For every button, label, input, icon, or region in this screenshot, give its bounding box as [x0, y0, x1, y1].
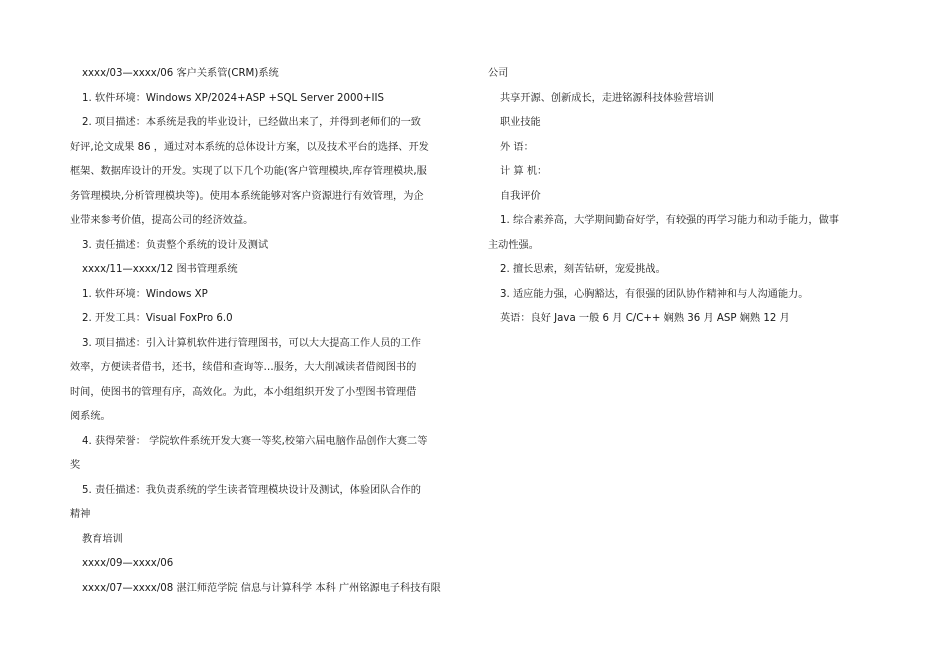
education-period-1: xxxx/09—xxxx/06 — [82, 558, 174, 569]
crm-responsibility: 3. 责任描述：负责整个系统的设计及测试 — [82, 239, 269, 251]
self-evaluation-heading: 自我评价 — [500, 190, 541, 202]
crm-description-line-3: 框架、数据库设计的开发。实现了以下几个功能(客户管理模块,库存管理模块,服 — [70, 166, 427, 177]
crm-description-line-1: 2. 项目描述：本系统是我的毕业设计，已经做出来了，并得到老师们的一致 — [82, 117, 421, 128]
computer-label: 计 算 机： — [500, 166, 548, 177]
library-description-line-2: 效率，方便读者借书，还书，续借和查询等…服务，大大削减读者借阅图书的 — [70, 362, 417, 373]
library-honors-line-1: 4. 获得荣誉： 学院软件系统开发大赛一等奖,校第六届电脑作品创作大赛二等 — [82, 435, 428, 447]
library-software-environment: 1. 软件环境：Windows XP — [82, 288, 208, 300]
library-responsibility-line-2: 精神 — [70, 509, 91, 520]
library-description-line-3: 时间，使图书的管理有序，高效化。为此，本小组组织开发了小型图书管理借 — [70, 386, 417, 398]
right-column — [488, 64, 880, 334]
education-period-2: xxxx/07—xxxx/08 湛江师范学院 信息与计算科学 本科 广州铭源电子科技有限 — [82, 582, 441, 594]
self-evaluation-1-line-1: 1. 综合素养高，大学期间勤奋好学，有较强的再学习能力和动手能力，做事 — [500, 215, 839, 226]
crm-description-line-4: 务管理模块,分析管理模块等)。使用本系统能够对客户资源进行有效管理，为企 — [70, 190, 424, 202]
project-library-heading: xxxx/11—xxxx/12 图书管理系统 — [82, 264, 238, 275]
library-dev-tools: 2. 开发工具：Visual FoxPro 6.0 — [82, 313, 233, 324]
education-heading: 教育培训 — [82, 533, 123, 545]
self-evaluation-3: 3. 适应能力强，心胸豁达，有很强的团队协作精神和与人沟通能力。 — [500, 288, 809, 300]
crm-software-environment: 1. 软件环境：Windows XP/2024+ASP +SQL Server 2000+IIS — [82, 92, 384, 104]
library-description-line-1: 3. 项目描述：引入计算机软件进行管理图书，可以大大提高工作人员的工作 — [82, 337, 421, 349]
self-evaluation-2: 2. 擅长思索，刻苦钻研，宠爱挑战。 — [500, 264, 666, 275]
left-column — [70, 64, 464, 603]
skills-heading: 职业技能 — [500, 117, 541, 128]
library-honors-line-2: 奖 — [70, 460, 81, 471]
foreign-language-label: 外 语： — [500, 141, 534, 153]
library-description-line-4: 阅系统。 — [70, 411, 111, 422]
crm-description-line-2: 好评,论文成果 86 ，通过对本系统的总体设计方案，以及技术平台的选择、开发 — [70, 141, 429, 153]
project-crm-heading: xxxx/03—xxxx/06 客户关系管(CRM)系统 — [82, 68, 279, 79]
library-responsibility-line-1: 5. 责任描述：我负责系统的学生读者管理模块设计及测试，体验团队合作的 — [82, 484, 421, 496]
training-description: 共享开源、创新成长，走进铭源科技体验营培训 — [500, 92, 714, 104]
language-skill-levels: 英语：良好 Java 一般 6 月 C/C++ 娴熟 36 月 ASP 娴熟 12 月 — [500, 313, 790, 324]
self-evaluation-1-line-2: 主动性强。 — [488, 239, 539, 251]
crm-description-line-5: 业带来参考价值，提高公司的经济效益。 — [70, 215, 254, 226]
company-continuation: 公司 — [488, 68, 509, 79]
